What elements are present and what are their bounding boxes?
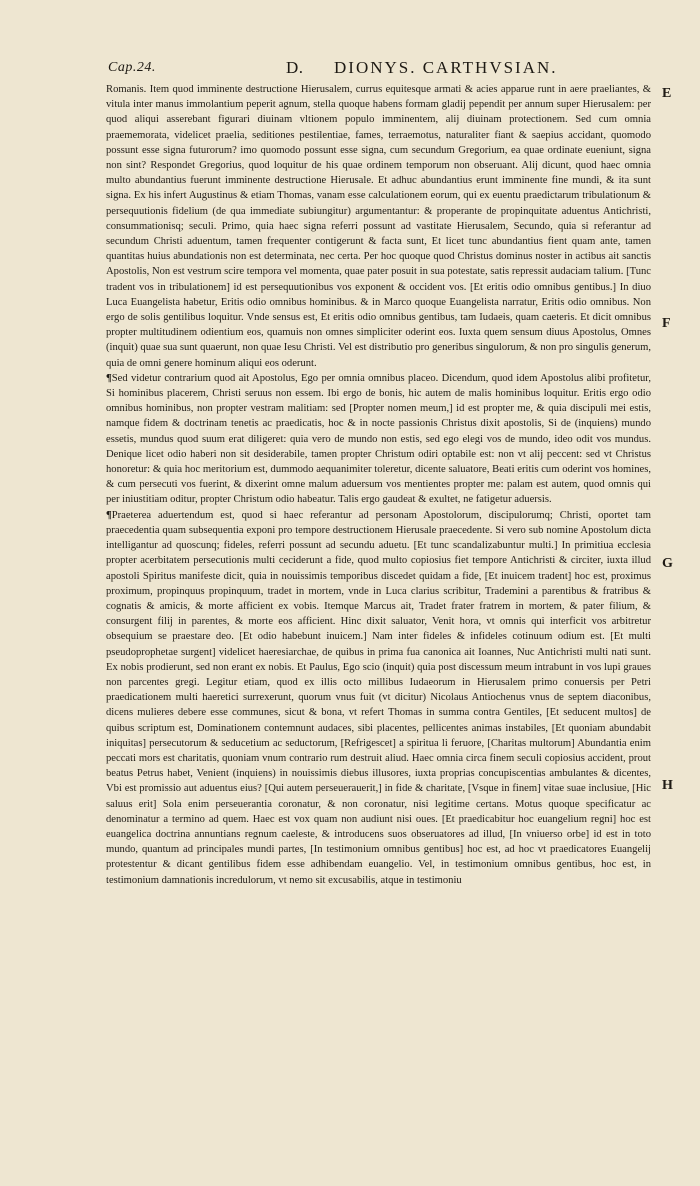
page-header: [108, 58, 660, 80]
margin-letter-g: G: [662, 556, 673, 571]
paragraph-1: [106, 82, 651, 371]
margin-letter-e: E: [662, 86, 672, 101]
paragraph-text: Romanis. Item quod imminente destructione Hierusalem, currus equitesque armati & acies apparue runt in aere praeliantes, & vitula inter manus immolantium peperit agnum, stella quoque habens formam gladij pependit per annum super Hierusalem: per quod aliqui asserebant figurari diuinam vltionem populo imminentem, alij diuinam protectionem. Sed cum omnia praememorata, videlicet praelia, seditiones pestilentiae, fames, terraemotus, naturaliter fiant & saepius accidant, quomodo possunt esse signa futurorum? imo quomodo possunt esse signa, cum secundum Gregorium, ea quae ordinate eueniunt, signa non sint? Respondet Gregorius, quod loquitur de his quae ordinem temporum non obseruant. Alij dicunt, quod haec omnia multo abundantius fuerunt imminente destructione Hierusale. Et adhuc abundantius erunt imminente fine mundi, & ita sunt signa. Ex his infert Augustinus & etiam Thomas, vanam esse calculationem eorum, qui ex euentu praedictarum tribulationum & persequutionis fidelium (de qua immediate subiungitur) argumentantur: & properante de propinquitate aduentus Antichristi, consummationisq; seculi. Primo, quia haec signa referri possunt ad vastitate Hierusalem, Secundo, quia si referantur ad secundum Christi aduentum, tamen frequenter contigerunt & facta sunt, Et licet tunc abundantius fient quam ante, tamen quantitas huius abundationis non est determinata, nec certa. Per hoc quoque quod Christus dominus noster in actibus ait sanctis Apostolis, Non est vestrum scire tempora vel momenta, quae pater posuit in sua potestate, satis repressit audaciam talium. [Tunc tradent vos in tribulationem] id est persequutionibus vos exponent & occident vos. [Et eritis odio omnibus gentibus.] In diuo Luca Euangelista habetur, Eritis odio omnibus hominibus. & in Marco quoque Euangelista narratur, Eritis odio omnibus. Non ergo de solis gentilibus loquitur. Vnde sensus est, Et eritis odio omnibus gentibus, tam Iudaeis, quam caeteris. Et dicit omnibus propter multitudinem odientium eos, quamuis non omnes simpliciter oderint eos. Iuxta quem sensum diuus Apostolus, Omnes (inquit) quae sua sunt quaerunt, non quae Iesu Christi. Vel est distributio pro generibus singulorum, & non pro singulis generum, quia de omni genere hominum aliqui eos oderunt.: [106, 84, 651, 369]
paragraph-text: Praeterea aduertendum est, quod si haec referantur ad personam Apostolorum, discipulorumq; Christi, oportet tam praecedentia quam subsequentia exponi pro tempore destructionem Hierusale praecedente. Si vero sub nomine Apostolum dicta intelligantur ad quoscunq; fideles, referri possunt ad secundu aduetu. [Et tunc scandalizabuntur multi.] In primitiua ecclesia propter acerbitatem persecutionis multi ceciderunt a fide, quod multo copiosius fiet tempore Antichristi & circiter, iuxta illud apostoli Spiritus manifeste dicit, quia in nouissimis temporibus discedet quidam a fide, [Et inuicem tradent] hoc est, proximus proximum, propinquus propinquum, tradet in mortem, vnde in Luca clarius scribitur, Trademini a parentibus & fratribus & cognatis & amicis, & morte afficient ex vobis. Itemque Marcus ait, Tradet frater fratrem in mortem, & pater filium, & consurgent filij in parentes, & morte eos afficient. Hinc dixit saluator, Venit hora, vt omnis qui interficit vos arbitretur obsequium se praestare deo. [Et odio habebunt inuicem.] Nam inter fideles & infideles cotinuum odium est. [Et multi pseudoprophetae surgent] videlicet haeresiarchae, de quibus in prima fua canonica ait Ioannes, Nuc Antichristi multi nati sunt. Ex nobis prodierunt, sed non erant ex nobis. Et Paulus, Ego scio (inquit) quia post discessum meum intrabunt in vos lupi graues non parcentes gregi. Legitur etiam, quod ex illis octo millibus Iudaeorum in Hierusalem primo conuersis per Petri praedicationem multi haeretici surrexerunt, quorum vnus fuit (vt dicitur) Nicolaus Antiochenus vnus de septem diaconibus, dicens mulieres debere esse communes, sicut & bona, vt refert Thomas in summa contra Gentiles, [Et seducent multos] de quibus scriptum est, Dominationem contemnunt audaces, sibi placentes, pellicentes animas instabiles, [Et quoniam abundabit iniquitas] persecutorum & seducetium ac seductorum, [Refrigescet] a spiritua li feruore, [Charitas multorum] Abundantia enim peccati mors est charitatis, quoniam vnum contrario rum destruit aliud. Haec omnia circa finem seculi copiosius accident, prout beatus Petrus habet, Venient (inquiens) in nouissimis diebus illusores, iuxta proprias concupiscentias ambulantes & dicentes, Vbi est promissio aut aduentus eius? [Qui autem perseuerauerit,] in fide & charitate, [Vsque in finem] vitae suae inclusiue, [Hic saluus erit] Sola enim perseuerantia coronatur, & non coronatur, nisi legitime certans. Motus quoque specificatur ac denominatur a termino ad quem. Haec est vox quam non audiunt nisi oues. [Et praedicabitur hoc euangelium regni] hoc est euangelica doctrina annuntians regnum caeleste, & introducens suos obseruatores ad illud, [In vniuerso orbe] id est in toto mundo, quantum ad principales mundi partes, [In testimonium omnibus gentibus] hoc est, ad hoc vt praedicatores Euangelij protestentur & dicant gentilibus fidem esse adhibendam euangelio. Vel, in testimonium omnibus gentibus, hoc est, in testimonium damnationis incredulorum, vt nemo sit excusabilis, atque in testimoniu: [106, 509, 651, 886]
paragraph-mark: ¶: [106, 372, 112, 384]
body-text: [106, 82, 651, 1082]
paragraph-text: Sed videtur contrarium quod ait Apostolus, Ego per omnia omnibus placeo. Dicendum, quod idem Apostolus alibi profitetur, Si hominibus placerem, Christi seruus non essem. Ibi ergo de bonis, hic autem de malis hominibus loquitur. Eritis ergo odio omnibus hominibus, non propter vestram malitiam: sed [Propter nomen meum,] id est propter me, & quia discipuli mei estis, namque fidem & doctrinam tenetis ac praedicatis, hoc & in nocte passionis Christus dixit apostolis, Si de (inquiens) mundo essetis, mundus quod suum erat diligeret: quia vero de mundo non estis, sed ego elegi vos de mundo, ideo odit vos mundus. Denique licet odio haberi non sit desiderabile, tamen propter Christum odiri optabile est: non vt alij peccent: sed vt Christus honoretur: & quia hoc meritorium est, dummodo aequanimiter toleretur, dicente saluatore, Beati eritis cum oderint vos homines, & cum persecuti vos fuerint, & dixerint omne malum aduersum vos mentientes propter me: palam est autem, quod omnis qui per iniustitiam oditur, propter Christum odio habeatur. Talis ergo gaudeat & exultet, ne fatigetur aduersis.: [106, 372, 651, 506]
chapter-label: Cap.24.: [108, 60, 156, 75]
paragraph-mark: ¶: [106, 509, 112, 521]
section-mark: D.: [286, 58, 304, 77]
margin-letter-h: H: [662, 778, 673, 793]
margin-letter-f: F: [662, 316, 671, 331]
running-title: DIONYS. CARTHVSIAN.: [334, 58, 558, 77]
paragraph-3: [106, 508, 651, 888]
paragraph-2: [106, 371, 651, 508]
